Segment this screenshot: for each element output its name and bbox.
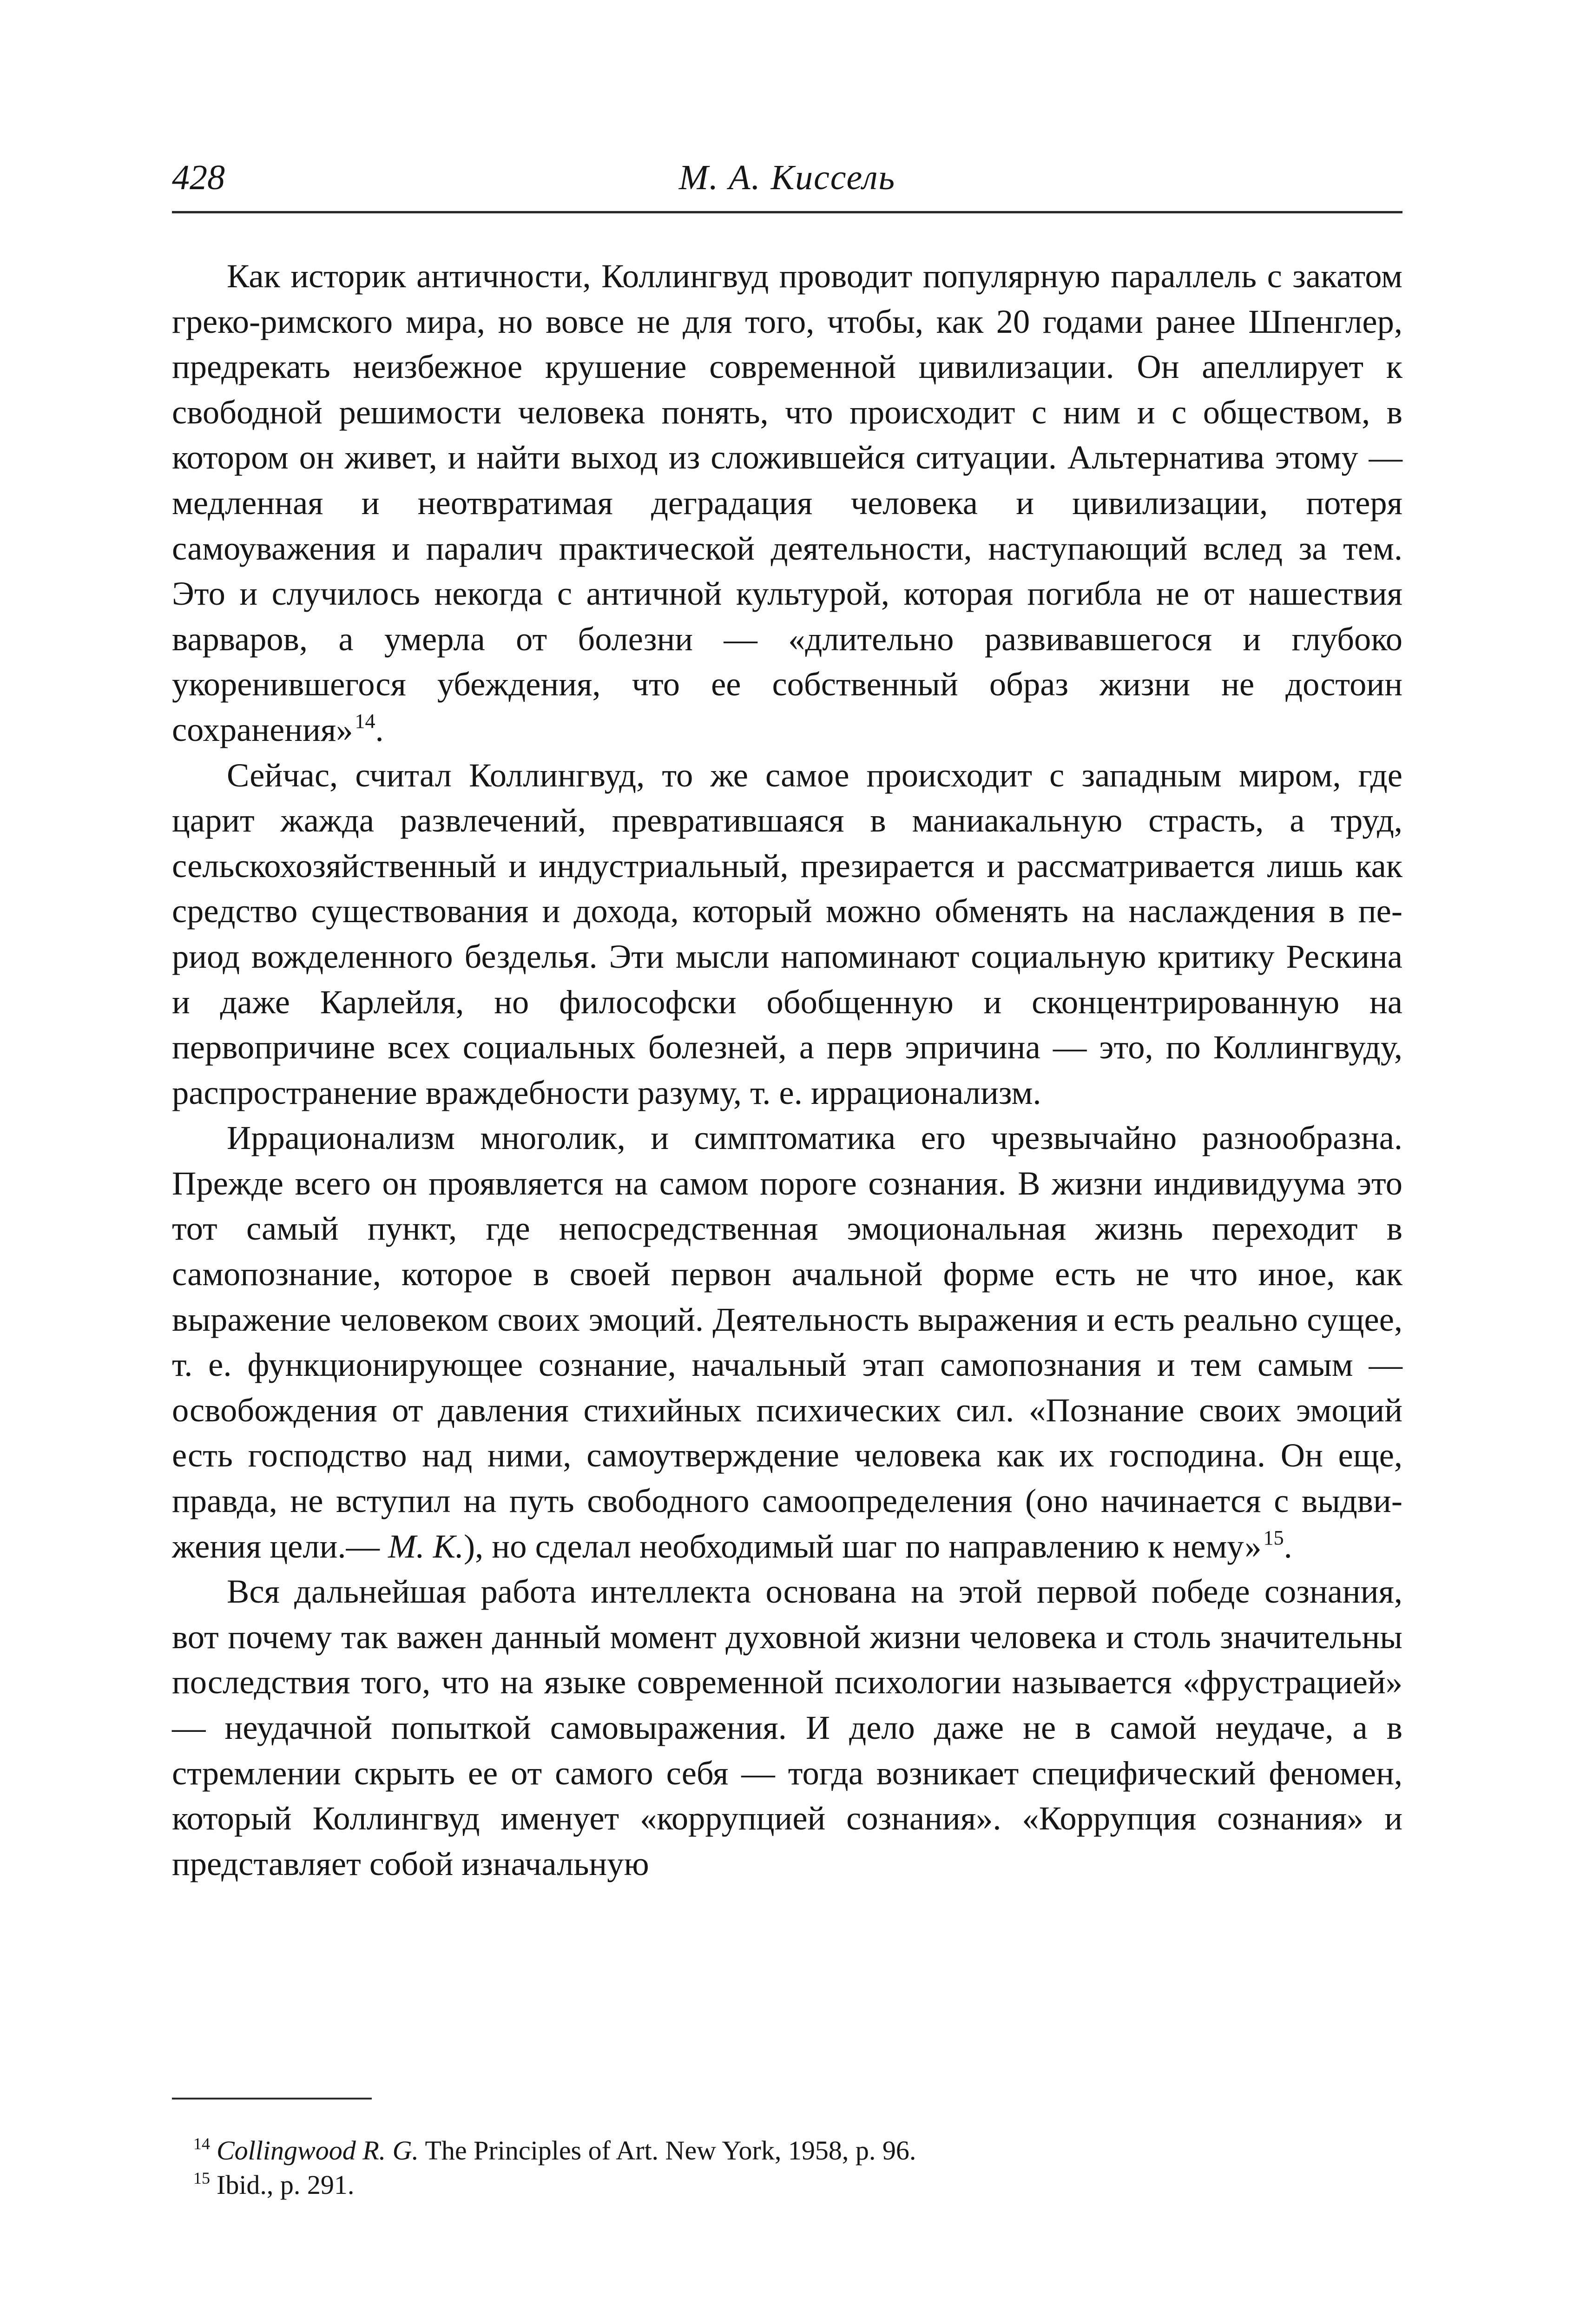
footnote-rule [172, 2098, 372, 2100]
footnote-number: 14 [193, 2134, 210, 2153]
paragraph-1-text: Как историк античности, Коллингвуд проводит популярную параллель с закатом греко-римского мира, но вовсе не для того, чтобы, как 20 годами ранее Шпенглер, предрекать неизбежное крушение современной цивилизации. Он апеллирует к свободной решимости человека понять, что происходит с ним и с обществом, в котором он живет, и найти выход из сложившейся ситуации. Альтернатива этому — медленная и неотвратимая деградация человека и цивилизации, потеря самоуважения и паралич практической деятельности, наступающий вслед за тем. Это и случилось некогда с античной культурой, которая погибла не от нашествия варваров, а умерла от болезни — «длительно развивавшегося и глубоко укоренившегося убеждения, что ее собственный образ жизни не достоин сохранения» [172, 257, 1402, 748]
paragraph-3-text-cont: ), но сделал необходимый шаг по направлению к нему» [464, 1527, 1262, 1565]
page-number: 428 [172, 158, 225, 197]
header-rule [172, 211, 1402, 213]
footnotes [172, 2133, 1402, 2202]
body-text [172, 253, 1402, 1886]
paragraph-3 [172, 1115, 1402, 1569]
paragraph-1-end: . [375, 710, 384, 748]
footnote-author: Collingwood R. G. [217, 2135, 419, 2166]
footnote-number: 15 [193, 2169, 210, 2187]
page-header [172, 154, 1402, 210]
running-head: М. А. Киссель [678, 158, 896, 197]
footnote-ref-14[interactable]: 14 [355, 709, 375, 733]
paragraph-1 [172, 253, 1402, 753]
footnote-text: Ibid., p. 291. [217, 2170, 355, 2200]
paragraph-3-end: . [1284, 1527, 1292, 1565]
paragraph-2: Сейчас, считал Коллингвуд, то же самое происходит с западным миром, где царит жажда развлечений, превратившаяся в маниакальную страсть, а труд, сельскохозяйственный и индустриальный, презирается и рассматривается лишь как средство существования и дохода, который можно обменять на наслаждения в период вожделенного безделья. Эти мысли напоминают социальную критику Рескина и даже Карлейля, но философски обобщенную и сконцентрированную на первопричине всех социальных болезней, а перв эпричина — это, по Коллингвуду, распространение враждебности разуму, т. е. иррационализм. [172, 756, 1402, 1111]
paragraph-3-text: Иррационализм многолик, и симптоматика его чрезвычайно разнообразна. Прежде всего он проявляется на самом пороге сознания. В жизни индивидуума это тот самый пункт, где непосредственная эмоциональная жизнь переходит в самопознание, которое в своей первон ачальной форме есть не что иное, как выражение человеком своих эмоций. Деятельность выражения и есть реально сущее, т. е. функционирующее сознание, начальный этап самопознания и тем самым — освобождения от давления стихийных психических сил. «Познание своих эмоций есть господство над ними, самоутверждение человека как их господина. Он еще, правда, не вступил на путь свободного самоопределения (оно начинается с выдвижения цели.— [172, 1119, 1402, 1565]
footnote-text: The Principles of Art. New York, 1958, p. 96. [419, 2135, 916, 2166]
footnote-15 [172, 2168, 1402, 2202]
footnote-ref-15[interactable]: 15 [1263, 1526, 1284, 1549]
editor-initials: М. К. [388, 1527, 464, 1565]
paragraph-4: Вся дальнейшая работа интеллекта основана на этой первой победе сознания, вот почему так важен данный момент духовной жизни человека и столь значительны последствия того, что на языке современной психологии называется «фрустрацией» — неудачной попыткой самовыражения. И дело даже не в самой неудаче, а в стремлении скрыть ее от самого себя — тогда возникает специфический феномен, который Коллингвуд именует «коррупцией сознания». «Коррупция сознания» и представляет собой изначальную [172, 1572, 1402, 1882]
footnote-14 [172, 2133, 1402, 2168]
